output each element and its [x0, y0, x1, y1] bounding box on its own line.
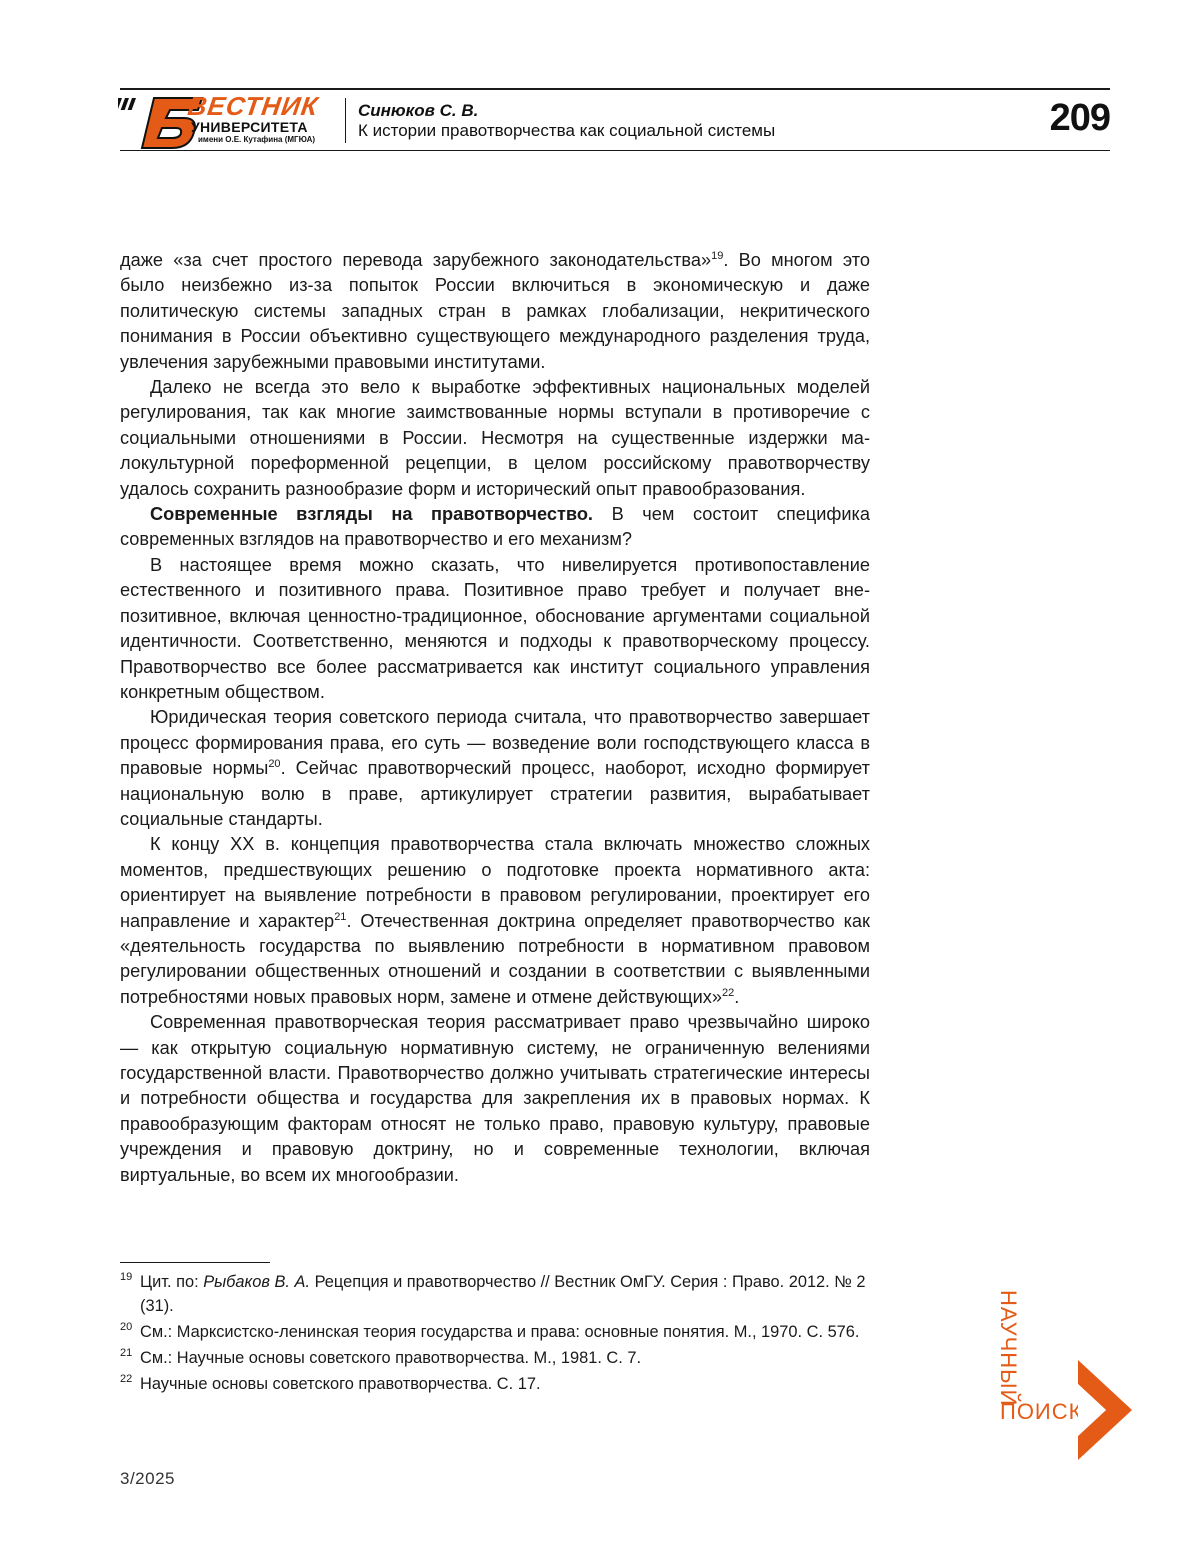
paragraph-text: . Отечественная доктрина определяет правотворчество как «деятельность государства по выявлению потребности в нормативном правовом регулировании общественных отношений и создании в соответствии с выявленными потребностями новых правовых норм, замене и отмене действующих»: [120, 911, 870, 1007]
paragraph-text: .: [734, 987, 739, 1007]
footnote-ref[interactable]: 22: [722, 987, 734, 999]
logo-title: ВЕСТНИК: [186, 92, 320, 120]
side-badge-word-2: ПОИСК: [1000, 1399, 1082, 1425]
header-separator: [345, 98, 346, 143]
footnotes: [120, 1270, 870, 1398]
side-badge-word-1: НАУЧНЫЙ: [993, 1290, 1023, 1394]
paragraph: [120, 832, 870, 1010]
logo-subtitle: УНИВЕРСИТЕТА: [191, 119, 308, 135]
journal-page: [0, 0, 1200, 1560]
paragraph-text: . Во многом это было неизбежно из-за попыток России включиться в экономическую и даже политическую системы западных стран в рамках глобализации, некритического понимания в России объективно существующего международного разделения труда, увлечения зарубежными правовыми институтами.: [120, 250, 870, 372]
paragraph: [120, 248, 870, 375]
journal-logo: [118, 92, 333, 150]
footnote: [120, 1346, 870, 1370]
footnote: [120, 1320, 870, 1344]
paragraph-text: Юридическая теория советского периода считала, что правотворчество завер­шает процесс формирования права, его суть — возведение воли господствующего класса в правовые нормы: [120, 707, 870, 778]
footnote: [120, 1270, 870, 1318]
paragraph: [120, 502, 870, 553]
issue-number: 3/2025: [120, 1469, 175, 1489]
article-body: [120, 248, 870, 1188]
arrow-right-icon: [1074, 1360, 1132, 1460]
paragraph: [120, 553, 870, 705]
footnote-ref[interactable]: 20: [268, 758, 280, 770]
section-heading: Современные взгляды на правотворчество.: [150, 504, 593, 524]
paragraph-text: Далеко не всегда это вело к выработке эффективных национальных моделей регулирования, так как многие заимствованные нормы вступали в противоречие с социальными отношениями в России. Несмотря на существенные издержки ма­локультурной пореформенной рецепции, в целом российскому правотворчеству удалось сохранить разнообразие форм и исторический опыт правообразования.: [120, 377, 870, 499]
paragraph: [120, 375, 870, 502]
logo-subtitle-small: имени О.Е. Кутафина (МГЮА): [198, 135, 315, 145]
paragraph: [120, 705, 870, 832]
footnote-text: Рецепция и правотворчество // Вестник ОмГУ. Серия : Право. 2012. № 2 (31).: [140, 1273, 866, 1315]
footnote-number: 21: [120, 1341, 132, 1365]
header-author: Синюков С. В.: [358, 101, 478, 121]
footnote-ref[interactable]: 19: [711, 250, 723, 262]
header-article-title: К истории правотворчества как социальной системы: [358, 121, 775, 141]
footnote-rule: [120, 1262, 270, 1263]
header-bottom-rule: [120, 150, 1110, 151]
footnote-text: См.: Марксистско-ленинская теория государства и права: основные понятия. М., 1970. С. 576.: [140, 1323, 859, 1341]
footnote-number: 22: [120, 1367, 132, 1391]
footnote-author: Рыбаков В. А.: [203, 1273, 310, 1291]
paragraph-text: . Сейчас правотворческий процесс, наоборот, исходно формирует национальную волю в праве, артикулирует стратегии развития, выра­батывает социальные стандарты.: [120, 758, 870, 829]
footnote: [120, 1372, 870, 1396]
paragraph-text: даже «за счет простого перевода зарубежного законодательства»: [120, 250, 711, 270]
footnote-text: См.: Научные основы советского правотворчества. М., 1981. С. 7.: [140, 1349, 641, 1367]
paragraph-text: В настоящее время можно сказать, что нивелируется противопоставление естественного и позитивного права. Позитивное право требует и получает вне­позитивное, включая ценностно-традиционное, обоснование аргументами соци­альной идентичности. Соответственно, меняются и подходы к правотворческому процессу. Правотворчество все более рассматривается как институт социального управления конкретным обществом.: [120, 555, 870, 702]
footnote-text: Цит. по:: [140, 1273, 203, 1291]
header-top-rule: [120, 88, 1110, 90]
paragraph-text: В чем состоит специфика современных взглядов на правотворчество и его механизм?: [120, 504, 870, 549]
footnote-number: 20: [120, 1315, 132, 1339]
paragraph: [120, 1010, 870, 1188]
footnote-ref[interactable]: 21: [334, 911, 346, 923]
paragraph-text: Современная правотворческая теория рассматривает право чрезвычайно широко — как открытую социальную нормативную систему, не ограниченную велениями государственной власти. Правотворчество должно учитывать стра­тегические интересы и потребности общества и государства для закрепления их в правовых нормах. К правообразующим факторам относят не только право, правовую культуру, правовые учреждения и правовую доктрину, но и современ­ные технологии, включая виртуальные, во всем их многообразии.: [120, 1012, 870, 1184]
paragraph-text: К концу XX в. концепция правотворчества стала включать множество слож­ных моментов, предшествующих решению о подготовке проекта нормативного акта: ориентирует на выявление потребности в правовом регулировании, про­ектирует его направление и характер: [120, 834, 870, 930]
footnote-text: Научные основы советского правотворчества. С. 17.: [140, 1375, 541, 1393]
page-number: 209: [1050, 96, 1110, 140]
footnote-number: 19: [120, 1265, 132, 1289]
